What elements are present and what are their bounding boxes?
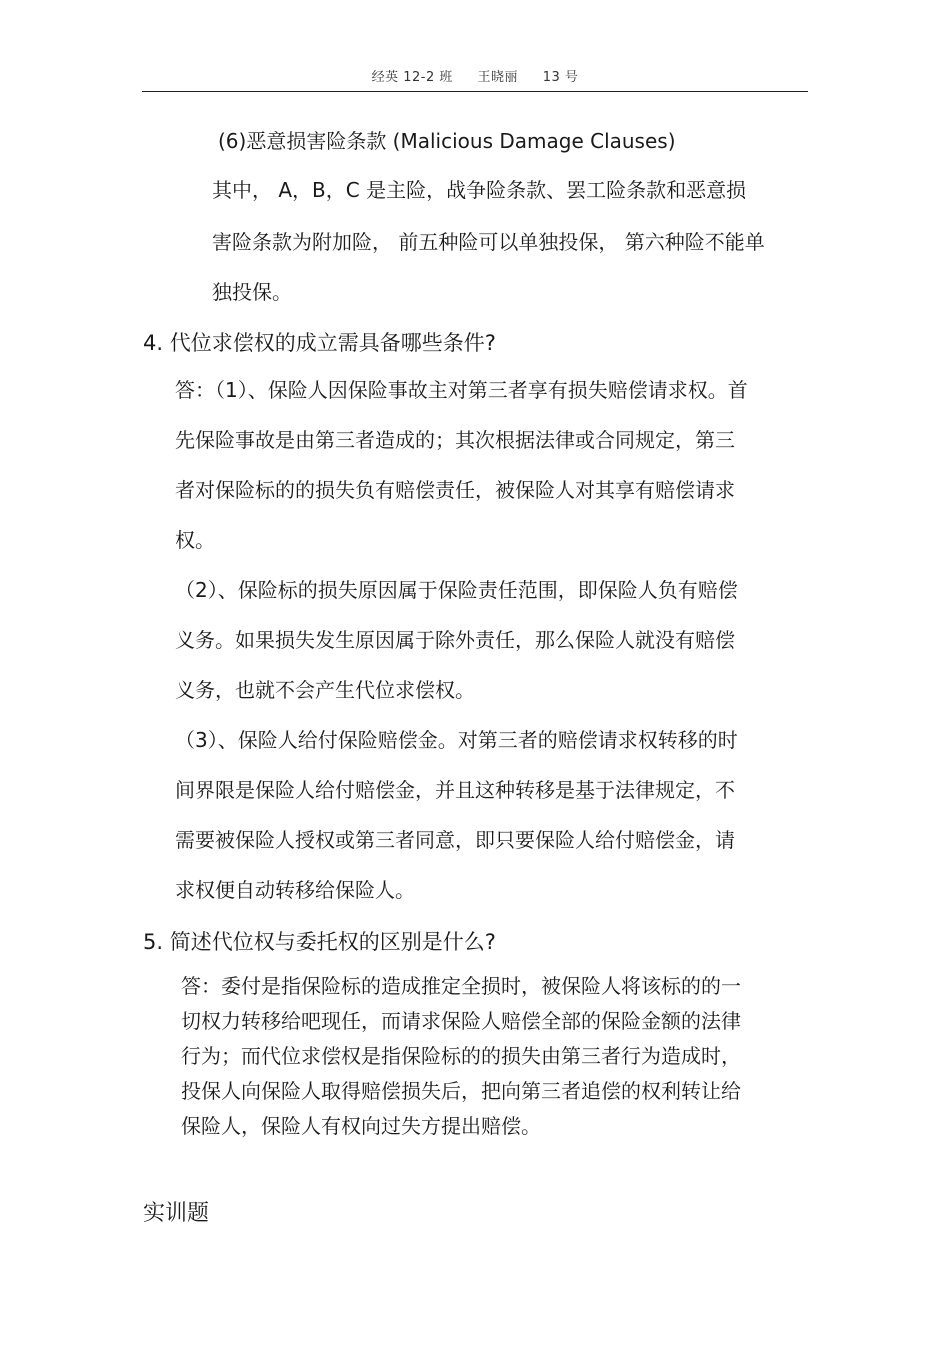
- answer-line: 义务，也就不会产生代位求偿权。: [175, 678, 475, 702]
- header-student-number: 13 号: [542, 70, 579, 85]
- paragraph-line: 其中， A，B，C 是主险，战争险条款、罢工险条款和恶意损: [212, 178, 747, 202]
- practice-heading: 实训题: [143, 1201, 210, 1226]
- answer-line: 间界限是保险人给付赔偿金，并且这种转移是基于法律规定，不: [175, 778, 735, 802]
- answer-line: 义务。如果损失发生原因属于除外责任，那么保险人就没有赔偿: [175, 628, 735, 652]
- header-student-name: 王晓丽: [477, 70, 519, 85]
- answer-line: 投保人向保险人取得赔偿损失后，把向第三者追偿的权利转让给: [181, 1079, 741, 1103]
- answer-line: 者对保险标的的损失负有赔偿责任，被保险人对其享有赔偿请求: [175, 478, 735, 502]
- answer-line: 答：委付是指保险标的造成推定全损时，被保险人将该标的的一: [181, 974, 741, 998]
- item-6: (6)恶意损害险条款 (Malicious Damage Clauses): [218, 129, 676, 153]
- paragraph-line: 独投保。: [212, 280, 292, 304]
- answer-line: 需要被保险人授权或第三者同意，即只要保险人给付赔偿金，请: [175, 828, 735, 852]
- answer-line: 求权便自动转移给保险人。: [175, 878, 415, 902]
- answer-line: （3）、保险人给付保险赔偿金。对第三者的赔偿请求权转移的时: [175, 728, 738, 752]
- question-4: 4. 代位求偿权的成立需具备哪些条件?: [143, 331, 496, 355]
- header-class: 经英 12-2 班: [371, 70, 453, 85]
- answer-line: 先保险事故是由第三者造成的；其次根据法律或合同规定，第三: [175, 428, 735, 452]
- answer-line: 切权力转移给吧现任，而请求保险人赔偿全部的保险金额的法律: [181, 1009, 741, 1033]
- answer-line: 行为；而代位求偿权是指保险标的的损失由第三者行为造成时，: [181, 1044, 741, 1068]
- answer-line: 权。: [175, 528, 215, 552]
- page-header: [142, 66, 808, 85]
- answer-line: 答：（1）、保险人因保险事故主对第三者享有损失赔偿请求权。首: [175, 378, 748, 402]
- answer-line: 保险人，保险人有权向过失方提出赔偿。: [181, 1114, 541, 1138]
- header-rule: [142, 91, 808, 92]
- paragraph-line: 害险条款为附加险， 前五种险可以单独投保， 第六种险不能单: [212, 230, 765, 254]
- answer-line: （2）、保险标的损失原因属于保险责任范围，即保险人负有赔偿: [175, 578, 738, 602]
- question-5: 5. 简述代位权与委托权的区别是什么?: [143, 930, 496, 954]
